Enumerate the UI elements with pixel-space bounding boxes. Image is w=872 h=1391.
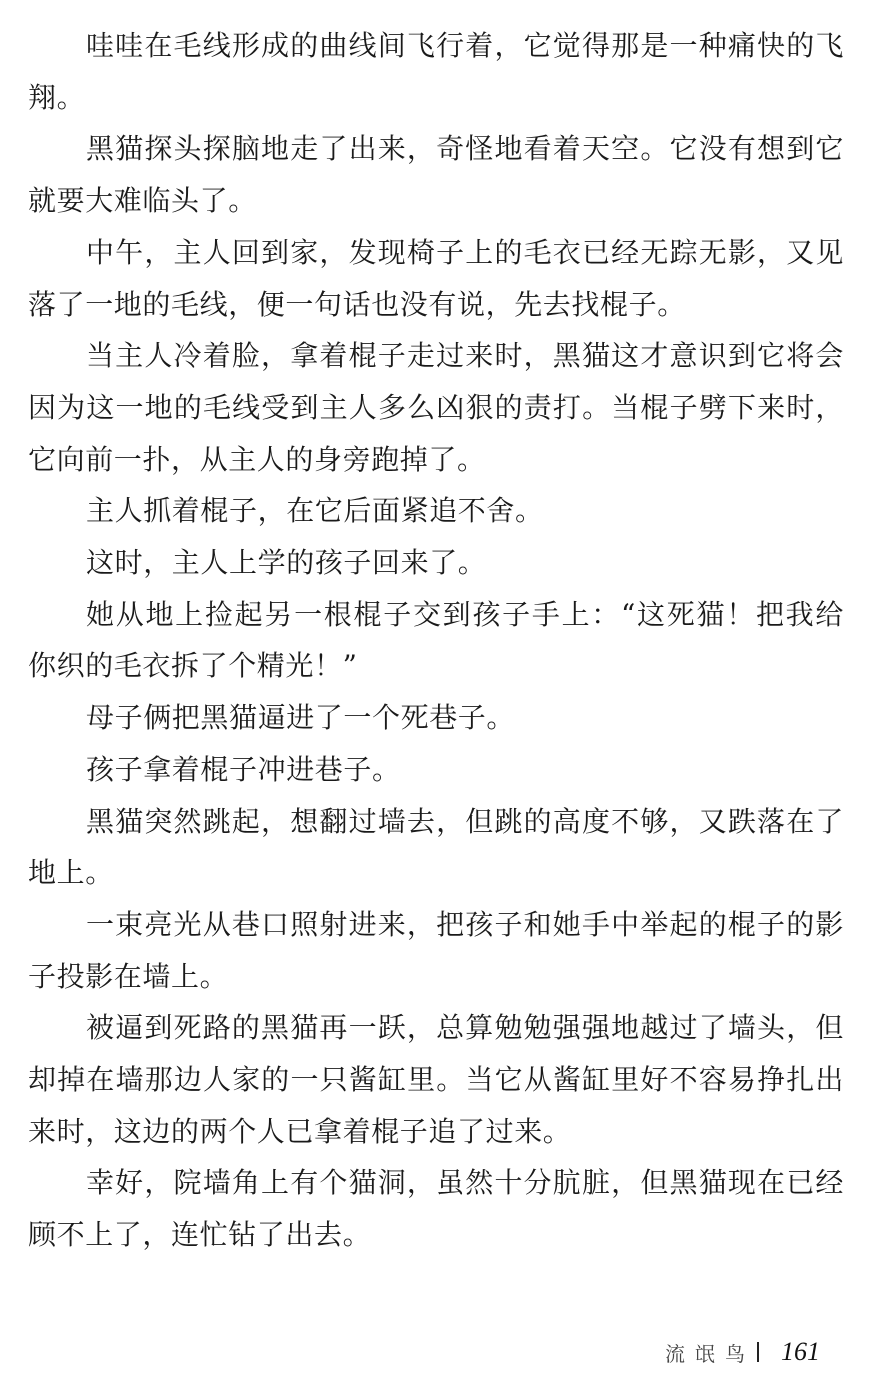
paragraph: 黑猫突然跳起，想翻过墙去，但跳的高度不够，又跌落在了地上。 <box>28 804 844 890</box>
paragraph: 被逼到死路的黑猫再一跃，总算勉勉强强地越过了墙头，但却掉在墙那边人家的一只酱缸里。当它从酱缸里好不容易挣扎出来时，这边的两个人已拿着棍子追了过来。 <box>28 1011 844 1148</box>
paragraph: 一束亮光从巷口照射进来，把孩子和她手中举起的棍子的影子投影在墙上。 <box>28 907 844 993</box>
paragraph: 中午，主人回到家，发现椅子上的毛衣已经无踪无影，又见落了一地的毛线，便一句话也没有说，先去找棍子。 <box>28 235 844 321</box>
page-number: 161 <box>781 1337 820 1366</box>
paragraph: 当主人冷着脸，拿着棍子走过来时，黑猫这才意识到它将会因为这一地的毛线受到主人多么凶狠的责打。当棍子劈下来时，它向前一扑，从主人的身旁跑掉了。 <box>28 339 844 476</box>
paragraph: 幸好，院墙角上有个猫洞，虽然十分肮脏，但黑猫现在已经顾不上了，连忙钻了出去。 <box>28 1166 844 1252</box>
paragraph: 黑猫探头探脑地走了出来，奇怪地看着天空。它没有想到它就要大难临头了。 <box>28 132 844 218</box>
footer-divider <box>757 1342 759 1362</box>
running-book-title: 流氓鸟 <box>665 1341 755 1366</box>
paragraph: 主人抓着棍子，在它后面紧追不舍。 <box>86 494 544 528</box>
page-footer <box>665 1335 820 1369</box>
paragraph: 孩子拿着棍子冲进巷子。 <box>86 752 401 786</box>
paragraph: 她从地上捡起另一根棍子交到孩子手上：“这死猫！把我给你织的毛衣拆了个精光！” <box>28 597 844 683</box>
paragraph: 母子俩把黑猫逼进了一个死巷子。 <box>86 701 516 735</box>
paragraph: 哇哇在毛线形成的曲线间飞行着，它觉得那是一种痛快的飞翔。 <box>28 29 844 114</box>
paragraph: 这时，主人上学的孩子回来了。 <box>86 546 487 580</box>
page-body <box>28 20 844 1261</box>
